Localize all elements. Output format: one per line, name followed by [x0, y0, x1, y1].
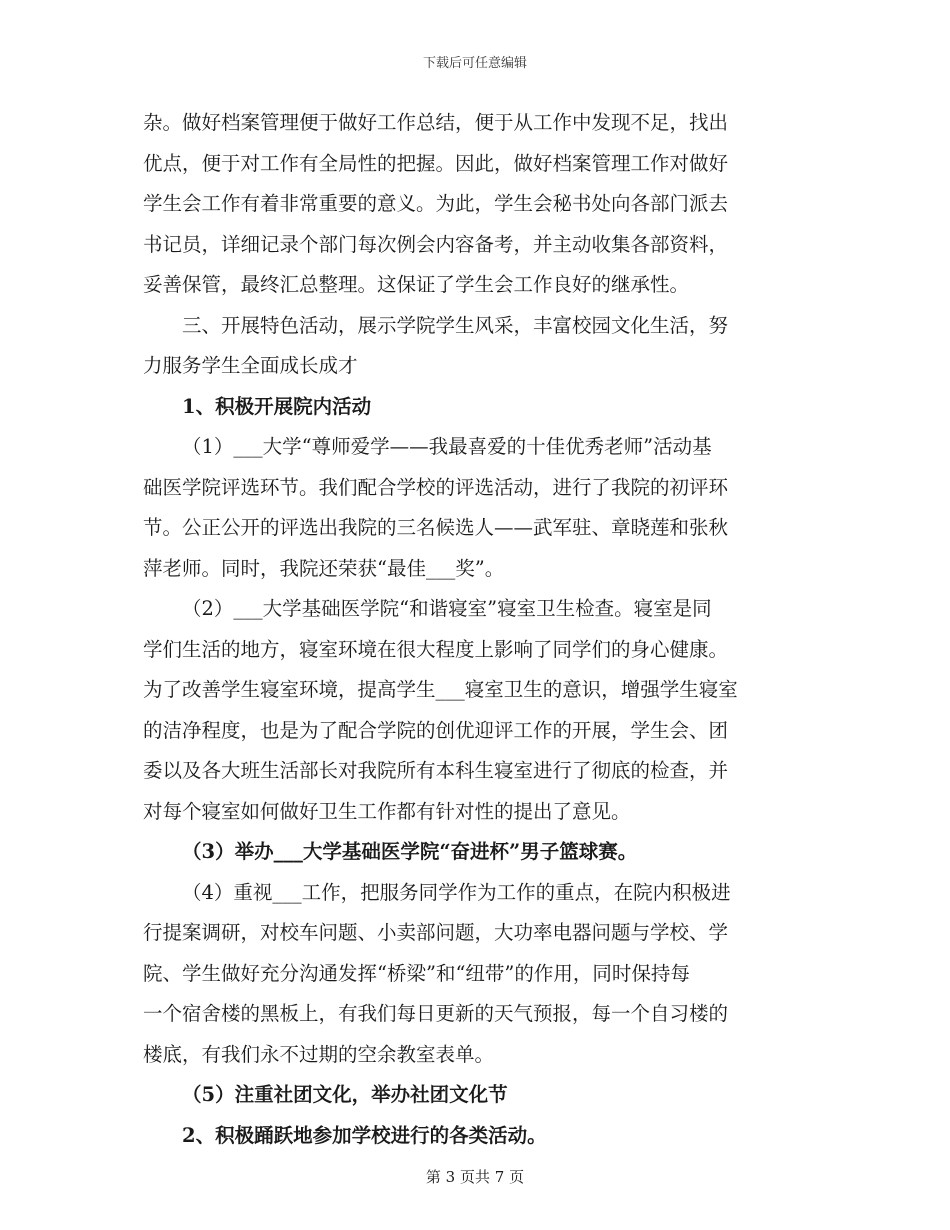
paragraph-archive-management — [143, 103, 807, 306]
paragraph-item-1 — [143, 427, 807, 589]
text-line: （4）重视___工作，把服务同学作为工作的重点，在院内积极进 — [182, 880, 731, 904]
text-line: （2）___大学基础医学院“和谐寝室”寝室卫生检查。寝室是同 — [182, 597, 712, 620]
text-line: 行提案调研，对校车问题、小卖部问题，大功率电器问题与学校、学 — [143, 921, 729, 944]
text-line: 萍老师。同时，我院还荣获“最佳___奖”。 — [143, 556, 505, 580]
page-number-footer: 第 3 页共 7 页 — [425, 1168, 525, 1186]
text-line: 础医学院评选环节。我们配合学校的评选活动，进行了我院的初评环 — [143, 475, 729, 499]
text-line: 楼底，有我们永不过期的空余教室表单。 — [143, 1042, 495, 1066]
text-line: 院、学生做好充分沟通发挥“桥梁”和“纽带”的作用，同时保持每 — [143, 961, 690, 985]
text-line: 为了改善学生寝室环境，提高学生___寝室卫生的意识，增强学生寝室 — [143, 678, 738, 701]
text-line: 优点，便于对工作有全局性的把握。因此，做好档案管理工作对做好 — [143, 151, 729, 175]
text-line: 三、开展特色活动，展示学院学生风采，丰富校园文化生活，努 — [182, 313, 729, 337]
text-line: 对每个寝室如何做好卫生工作都有针对性的提出了意见。 — [143, 799, 631, 823]
section-heading-three — [143, 306, 807, 387]
text-line: （1）___大学“尊师爱学——我最喜爱的十佳优秀老师”活动基 — [182, 435, 712, 458]
paragraph-item-4 — [143, 873, 807, 1076]
document-body — [143, 103, 807, 1156]
text-line: 的洁净程度，也是为了配合学院的创优迎评工作的开展，学生会、团 — [143, 718, 729, 742]
subheading-school-activities: 2、积极踊跃地参加学校进行的各类活动。 — [182, 1123, 547, 1147]
text-line: 学生会工作有着非常重要的意义。为此，学生会秘书处向各部门派去 — [143, 192, 729, 215]
text-line: 一个宿舍楼的黑板上，有我们每日更新的天气预报，每一个自习楼的 — [143, 1002, 729, 1025]
text-line: 节。公正公开的评选出我院的三名候选人——武军驻、章晓莲和张秋 — [143, 516, 729, 539]
text-line: 妥善保管，最终汇总整理。这保证了学生会工作良好的继承性。 — [143, 273, 690, 296]
text-line: 委以及各大班生活部长对我院所有本科生寝室进行了彻底的检查，并 — [143, 759, 729, 782]
text-line: 杂。做好档案管理便于做好工作总结，便于从工作中发现不足，找出 — [143, 111, 729, 134]
text-line: 力服务学生全面成长成才 — [143, 354, 358, 377]
paragraph-item-2 — [143, 589, 807, 832]
item-3-basketball-heading: （3）举办___大学基础医学院“奋进杯”男子篮球赛。 — [182, 840, 638, 863]
text-line: 书记员，详细记录个部门每次例会内容备考，并主动收集各部资料， — [143, 232, 729, 256]
item-5-club-culture-heading: （5）注重社团文化，举办社团文化节 — [182, 1083, 508, 1106]
page-header: 下载后可任意编辑 — [422, 56, 527, 71]
text-line: 学们生活的地方，寝室环境在很大程度上影响了同学们的身心健康。 — [143, 637, 729, 661]
subheading-campus-activities: 1、积极开展院内活动 — [182, 394, 372, 418]
